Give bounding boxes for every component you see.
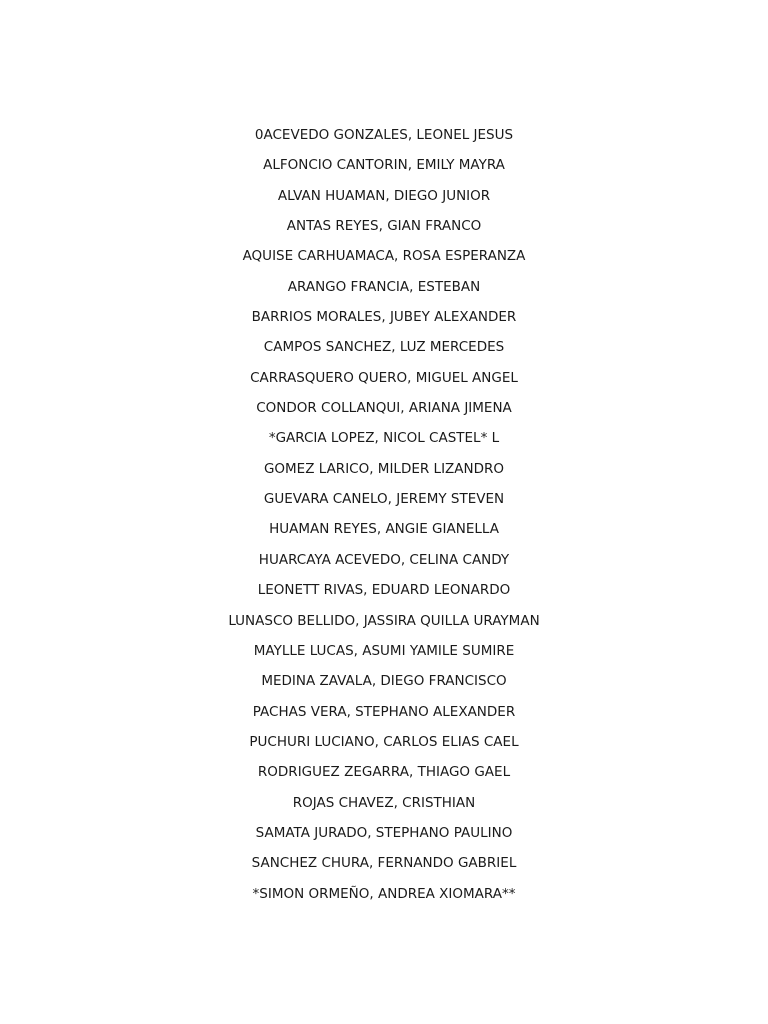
student-name-list <box>0 125 768 914</box>
list-item: LEONETT RIVAS, EDUARD LEONARDO <box>257 582 511 599</box>
list-item: SAMATA JURADO, STEPHANO PAULINO <box>255 824 513 841</box>
list-item: HUAMAN REYES, ANGIE GIANELLA <box>269 521 499 538</box>
list-item: ROJAS CHAVEZ, CRISTHIAN <box>292 794 476 811</box>
list-item: ALVAN HUAMAN, DIEGO JUNIOR <box>277 187 491 204</box>
list-item: CARRASQUERO QUERO, MIGUEL ANGEL <box>250 369 518 386</box>
list-item: HUARCAYA ACEVEDO, CELINA CANDY <box>258 551 510 568</box>
list-item: ALFONCIO CANTORIN, EMILY MAYRA <box>263 157 505 174</box>
list-item: CAMPOS SANCHEZ, LUZ MERCEDES <box>263 339 505 356</box>
list-item: RODRIGUEZ ZEGARRA, THIAGO GAEL <box>257 764 511 781</box>
list-item: MAYLLE LUCAS, ASUMI YAMILE SUMIRE <box>253 642 515 659</box>
list-item: SANCHEZ CHURA, FERNANDO GABRIEL <box>251 855 517 872</box>
list-item: ARANGO FRANCIA, ESTEBAN <box>287 278 481 295</box>
list-item: BARRIOS MORALES, JUBEY ALEXANDER <box>251 309 517 326</box>
list-item: *SIMON ORMEÑO, ANDREA XIOMARA** <box>252 885 516 902</box>
list-item: MEDINA ZAVALA, DIEGO FRANCISCO <box>261 673 507 690</box>
list-item: ANTAS REYES, GIAN FRANCO <box>286 218 482 235</box>
list-item: *GARCIA LOPEZ, NICOL CASTEL* L <box>268 430 500 447</box>
list-item: LUNASCO BELLIDO, JASSIRA QUILLA URAYMAN <box>228 612 540 629</box>
list-item: GOMEZ LARICO, MILDER LIZANDRO <box>263 460 505 477</box>
list-item: AQUISE CARHUAMACA, ROSA ESPERANZA <box>242 248 526 265</box>
list-item: CONDOR COLLANQUI, ARIANA JIMENA <box>256 400 512 417</box>
list-item: PUCHURI LUCIANO, CARLOS ELIAS CAEL <box>249 733 519 750</box>
list-item: PACHAS VERA, STEPHANO ALEXANDER <box>252 703 516 720</box>
list-item: GUEVARA CANELO, JEREMY STEVEN <box>263 491 505 508</box>
list-item: 0ACEVEDO GONZALES, LEONEL JESUS <box>254 127 514 143</box>
